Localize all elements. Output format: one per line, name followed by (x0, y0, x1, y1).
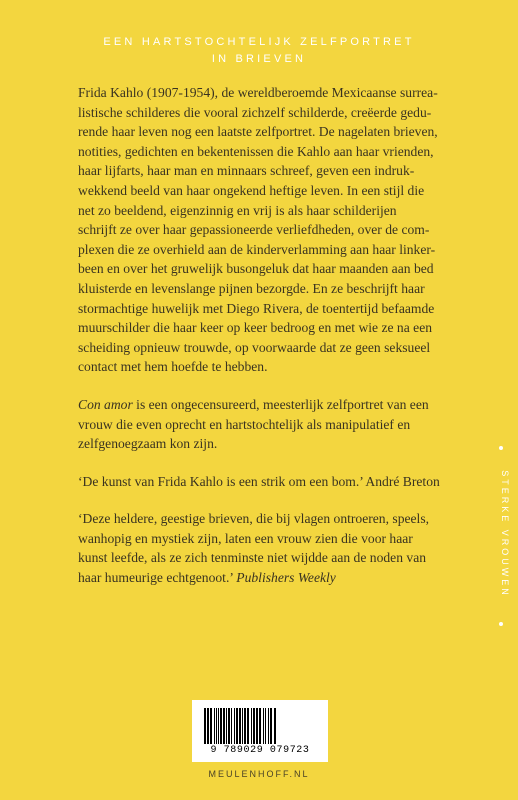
barcode-bar (265, 708, 266, 744)
barcode-bar (268, 708, 269, 744)
text-line: kluisterde en levenslange pijnen bezorgde. En ze beschrijft haar (78, 280, 425, 296)
text-line: plexen die ze overhield aan de kinderverlamming aan haar linker- (78, 241, 436, 257)
barcode-bar (223, 708, 225, 744)
barcode-bar (207, 708, 209, 744)
barcode-bar (214, 708, 215, 744)
text-line: haar lijfarts, haar man en minnaars schreef, geven een indruk- (78, 163, 415, 179)
text-line: scheiding opnieuw trouwde, op voorwaarde dat ze geen seksueel (78, 339, 431, 355)
blurb-paragraph-2 (78, 395, 473, 454)
text-line: been en over het gruwelijk busongeluk dat haar maanden aan bed (78, 261, 434, 277)
text-line (78, 568, 473, 588)
text-line: listische schilderes die vooral zichzelf schilderde, creëerde gedu- (78, 104, 432, 120)
text-line: rende haar leven nog een laatste zelfportret. De nagelaten brieven, (78, 124, 438, 140)
header-line-1: EEN HARTSTOCHTELIJK ZELFPORTRET (103, 36, 415, 48)
series-label (497, 446, 511, 626)
barcode-bar (256, 708, 258, 744)
text-line: Frida Kahlo (1907-1954), de wereldberoemde Mexicaanse surrea- (78, 85, 438, 100)
quote-source: Publishers Weekly (236, 570, 336, 586)
barcode-bar (226, 708, 227, 744)
barcode-bar (251, 708, 252, 744)
barcode-bars (202, 708, 318, 744)
text-fragment: haar humeurige echtgenoot.’ (78, 570, 237, 586)
barcode-bar (218, 708, 219, 744)
blurb-paragraph-1 (78, 83, 473, 377)
barcode-bar (253, 708, 255, 744)
barcode-bar (234, 708, 235, 744)
bullet-dot-icon (499, 622, 503, 626)
text-line: notities, gedichten en bekentenissen die Kahlo aan haar vrienden, (78, 143, 434, 159)
text-line: muurschilder die haar keer op keer bedroog en met wie ze na een (78, 320, 433, 336)
barcode-bar (259, 708, 261, 744)
text-line: stormachtige huwelijk met Diego Rivera, de toentertijd befaamde (78, 300, 435, 316)
text-line: schrijft ze over haar gepassioneerde verliefdheden, over de com- (78, 222, 430, 238)
barcode-bar (239, 708, 241, 744)
barcode-bar (228, 708, 230, 744)
text-fragment: is een ongecensureerd, meesterlijk zelfportret van een (132, 396, 429, 412)
text-line: contact met hem hoefde te hebben. (78, 359, 268, 375)
text-line: ‘De kunst van Frida Kahlo is een strik om een bom.’ André Breton (78, 473, 440, 489)
quote-breton (78, 472, 473, 492)
text-line: kunst leefde, als ze zich tenminste niet wijdde aan de noden van (78, 550, 427, 566)
text-line: wanhopig en mystiek zijn, laten een vrouw zien die voor haar (78, 530, 413, 546)
barcode-bar (210, 708, 212, 744)
barcode-bar (216, 708, 217, 744)
text-line: net zo beeldend, eigenzinnig en vrij is als haar schilderijen (78, 202, 397, 218)
barcode-bar (242, 708, 243, 744)
text-line: vrouw die even oprecht en hartstochtelijk als manipulatief en (78, 416, 411, 432)
blurb (78, 83, 473, 606)
barcode (192, 700, 328, 762)
text-line: ‘Deze heldere, geestige brieven, die bij vlagen ontroeren, speels, (78, 511, 430, 527)
barcode-bar (263, 708, 264, 744)
barcode-bar (231, 708, 232, 744)
barcode-bar (247, 708, 249, 744)
book-title: Con amor (78, 396, 133, 412)
text-line: zelfgenoegzaam kon zijn. (78, 436, 218, 452)
publisher-url: MEULENHOFF.NL (208, 769, 310, 779)
barcode-bar (244, 708, 246, 744)
barcode-bar (274, 708, 276, 744)
text-line (78, 395, 473, 415)
header-line-2: IN BRIEVEN (211, 53, 307, 65)
text-line: wekkend beeld van haar ongekend heftige leven. In een stijl die (78, 182, 425, 198)
barcode-number: 9 789029 079723 (210, 745, 310, 756)
barcode-bar (204, 708, 206, 744)
quote-publishers-weekly (78, 509, 473, 587)
series-label-text: STERKE VROUWEN (500, 470, 510, 598)
barcode-bar (220, 708, 222, 744)
barcode-bar (270, 708, 272, 744)
barcode-bar (236, 708, 238, 744)
